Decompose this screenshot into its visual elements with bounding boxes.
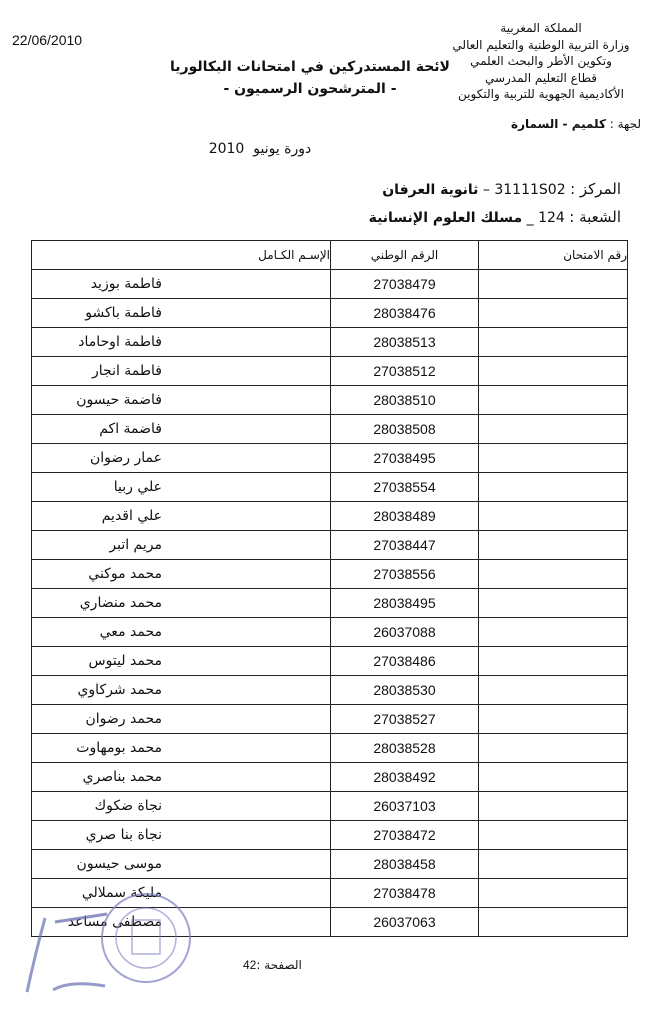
exam-number-cell — [479, 705, 628, 734]
full-name-cell — [32, 647, 331, 676]
national-number-cell: 27038554 — [331, 473, 479, 502]
ministry-line: قطاع التعليم المدرسي — [484, 70, 598, 85]
session-label: دورة يونيو — [253, 141, 312, 157]
full-name-cell — [32, 531, 331, 560]
national-number-cell: 28038489 — [331, 502, 479, 531]
full-name-text: فاضمة اكم — [99, 421, 162, 437]
title-line-2: - المترشحون الرسميون - — [223, 81, 397, 97]
full-name-cell — [32, 270, 331, 299]
page-number-value: 42 — [243, 958, 257, 972]
exam-number-cell — [479, 386, 628, 415]
exam-number-cell — [479, 850, 628, 879]
full-name-text: محمد موكني — [88, 566, 162, 582]
exam-number-cell — [479, 879, 628, 908]
table-row — [32, 676, 628, 705]
national-number-cell: 26037088 — [331, 618, 479, 647]
page-label: الصفحة : — [256, 958, 302, 972]
full-name-text: فاطمة بوزيد — [90, 276, 162, 292]
exam-number-cell — [479, 763, 628, 792]
full-name-cell — [32, 560, 331, 589]
national-number-cell: 28038492 — [331, 763, 479, 792]
header-full-name: الإسـم الكـامل — [32, 241, 331, 270]
full-name-text: نجاة بنا صري — [85, 827, 162, 843]
center-name: ثانوية العرفان — [382, 182, 479, 198]
national-number-cell: 28038510 — [331, 386, 479, 415]
full-name-text: محمد شركاوي — [77, 682, 162, 698]
document-title — [160, 56, 460, 100]
full-name-text: نجاة ضكوك — [94, 798, 162, 814]
full-name-text: محمد ليتوس — [88, 653, 162, 669]
table-row — [32, 502, 628, 531]
full-name-text: عمار رضوان — [90, 450, 162, 466]
national-number-cell: 27038472 — [331, 821, 479, 850]
full-name-text: مريم اتبر — [109, 537, 162, 553]
full-name-text: علي اقديم — [101, 508, 162, 524]
full-name-cell — [32, 705, 331, 734]
table-row — [32, 821, 628, 850]
full-name-text: محمد بومهاوت — [76, 740, 162, 756]
national-number-cell: 26037103 — [331, 792, 479, 821]
table-row — [32, 531, 628, 560]
full-name-cell — [32, 618, 331, 647]
exam-number-cell — [479, 531, 628, 560]
exam-number-cell — [479, 473, 628, 502]
table-row — [32, 734, 628, 763]
national-number-cell: 28038476 — [331, 299, 479, 328]
full-name-text: مليكة سملالي — [81, 885, 162, 901]
branch-label: الشعبة : — [569, 208, 621, 226]
exam-number-cell — [479, 299, 628, 328]
full-name-cell — [32, 502, 331, 531]
full-name-cell — [32, 357, 331, 386]
full-name-cell — [32, 415, 331, 444]
national-number-cell: 27038556 — [331, 560, 479, 589]
table-header-row — [32, 241, 628, 270]
region-label: لجهة : — [609, 117, 641, 131]
exam-number-cell — [479, 357, 628, 386]
full-name-cell — [32, 299, 331, 328]
exam-number-cell — [479, 444, 628, 473]
center-dash: – — [482, 182, 490, 198]
table-row — [32, 386, 628, 415]
national-number-cell: 28038495 — [331, 589, 479, 618]
branch-code: 124 — [538, 210, 565, 226]
full-name-text: محمد بناصري — [82, 769, 162, 785]
exam-number-cell — [479, 908, 628, 937]
print-date: 22/06/2010 — [12, 32, 83, 48]
region-line — [511, 117, 641, 131]
full-name-cell — [32, 328, 331, 357]
full-name-text: محمد معي — [99, 624, 162, 640]
full-name-text: موسى حيسون — [76, 856, 162, 872]
national-number-cell: 27038447 — [331, 531, 479, 560]
exam-number-cell — [479, 821, 628, 850]
table-row — [32, 763, 628, 792]
region-value: كلميم - السمارة — [510, 117, 606, 131]
table-row — [32, 560, 628, 589]
session-line — [190, 141, 330, 157]
full-name-cell — [32, 763, 331, 792]
full-name-cell — [32, 850, 331, 879]
national-number-cell: 27038479 — [331, 270, 479, 299]
full-name-text: محمد منضاري — [79, 595, 162, 611]
ministry-line: وتكوين الأطر والبحث العلمي — [470, 54, 612, 68]
national-number-cell: 28038513 — [331, 328, 479, 357]
full-name-text: علي ربيا — [113, 479, 162, 495]
table-row — [32, 328, 628, 357]
ministry-line: وزارة التربية الوطنية والتعليم العالي — [452, 37, 630, 52]
exam-number-cell — [479, 270, 628, 299]
exam-number-cell — [479, 676, 628, 705]
full-name-cell — [32, 734, 331, 763]
full-name-cell — [32, 676, 331, 705]
full-name-cell — [32, 792, 331, 821]
session-year: 2010 — [208, 141, 245, 157]
table-row — [32, 647, 628, 676]
table-row — [32, 589, 628, 618]
branch-line — [369, 208, 621, 226]
exam-number-cell — [479, 589, 628, 618]
national-number-cell: 27038527 — [331, 705, 479, 734]
center-code: 31111S02 — [494, 182, 566, 198]
national-number-cell: 28038528 — [331, 734, 479, 763]
exam-number-cell — [479, 734, 628, 763]
full-name-cell — [32, 473, 331, 502]
full-name-cell — [32, 821, 331, 850]
exam-number-cell — [479, 618, 628, 647]
table-row — [32, 850, 628, 879]
table-row — [32, 792, 628, 821]
exam-number-cell — [479, 560, 628, 589]
exam-number-cell — [479, 647, 628, 676]
national-number-cell: 28038458 — [331, 850, 479, 879]
national-number-cell: 28038530 — [331, 676, 479, 705]
table-row — [32, 444, 628, 473]
candidates-table — [31, 240, 628, 937]
center-label: المركز : — [570, 180, 621, 198]
table-row — [32, 705, 628, 734]
national-number-cell: 28038508 — [331, 415, 479, 444]
page-number — [243, 958, 302, 972]
full-name-text: فاطمة انجار — [92, 363, 162, 379]
branch-name: مسلك العلوم الإنسانية — [368, 210, 523, 226]
full-name-cell — [32, 444, 331, 473]
full-name-text: محمد رضوان — [85, 711, 162, 727]
exam-number-cell — [479, 502, 628, 531]
full-name-text: فاطمة اوحاماد — [78, 334, 162, 350]
center-line — [382, 180, 621, 198]
table-row — [32, 415, 628, 444]
exam-number-cell — [479, 792, 628, 821]
ministry-line: المملكة المغربية — [500, 21, 582, 35]
official-stamp — [96, 888, 196, 988]
header-national-number: الرقم الوطني — [331, 241, 479, 270]
full-name-text: فاطمة باكشو — [85, 305, 162, 321]
full-name-cell — [32, 386, 331, 415]
exam-number-cell — [479, 328, 628, 357]
table-row — [32, 473, 628, 502]
table-row — [32, 618, 628, 647]
branch-dash: _ — [526, 210, 534, 226]
header-exam-number: رقم الامتحان — [479, 241, 628, 270]
table-row — [32, 270, 628, 299]
national-number-cell: 27038478 — [331, 879, 479, 908]
national-number-cell: 27038495 — [331, 444, 479, 473]
full-name-cell — [32, 589, 331, 618]
national-number-cell: 26037063 — [331, 908, 479, 937]
table-row — [32, 299, 628, 328]
table-row — [32, 357, 628, 386]
full-name-text: مصطفى مساعد — [67, 914, 162, 930]
full-name-text: فاضمة حيسون — [76, 392, 162, 408]
national-number-cell: 27038512 — [331, 357, 479, 386]
title-line-1: لائحة المستدركين في امتحانات البكالوريا — [170, 59, 450, 75]
ministry-line: الأكاديمية الجهوية للتربية والتكوين — [458, 87, 624, 101]
exam-number-cell — [479, 415, 628, 444]
ministry-header — [441, 20, 641, 103]
national-number-cell: 27038486 — [331, 647, 479, 676]
